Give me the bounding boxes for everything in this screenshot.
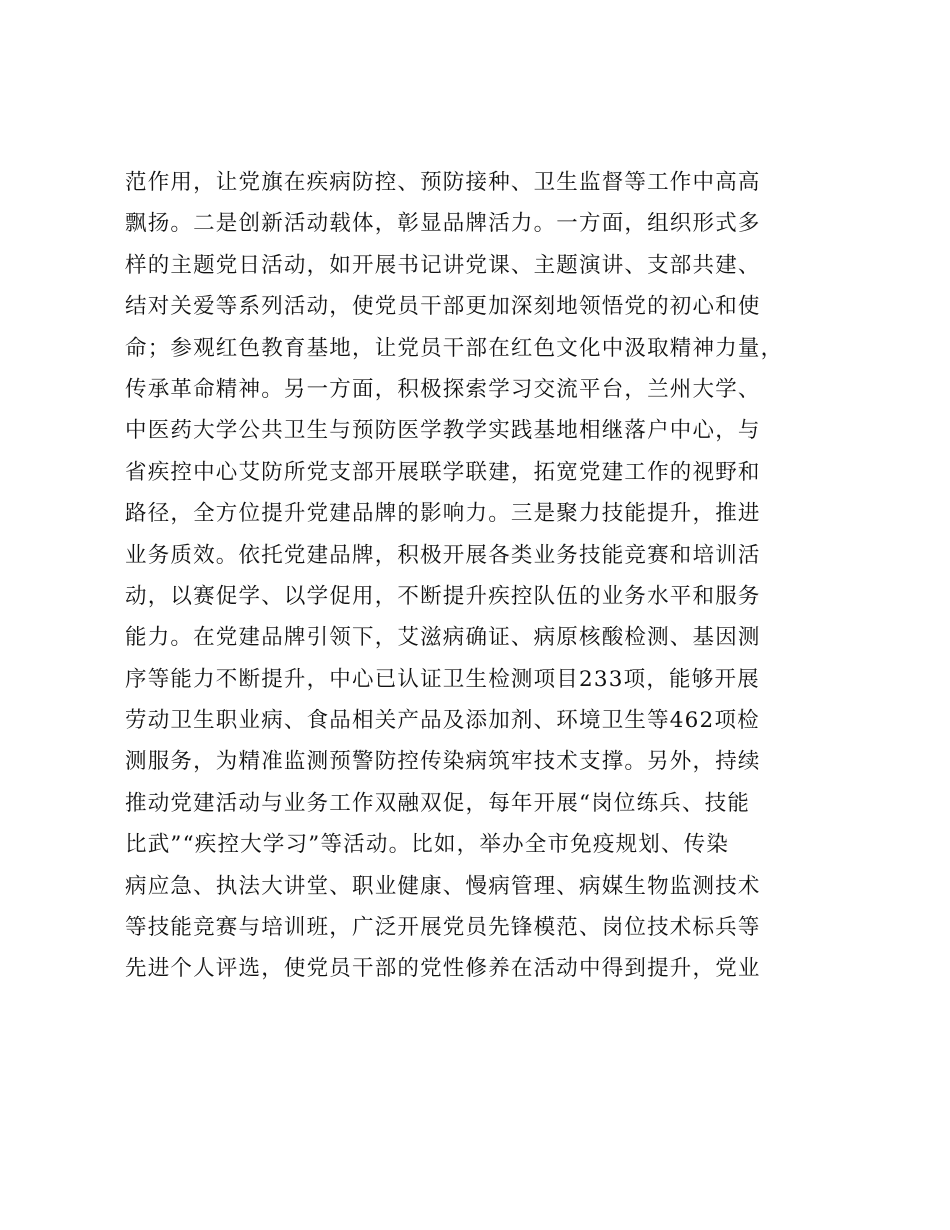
text-line: 路径，全方位提升党建品牌的影响力。三是聚力技能提升，推进 bbox=[125, 501, 761, 527]
text-line: 劳动卫生职业病、食品相关产品及添加剂、环境卫生等462项检 bbox=[125, 708, 760, 734]
text-line: 样的主题党日活动，如开展书记讲党课、主题演讲、支部共建、 bbox=[125, 252, 761, 278]
text-line: 传承革命精神。另一方面，积极探索学习交流平台，兰州大学、 bbox=[125, 376, 761, 402]
text-line: 业务质效。依托党建品牌，积极开展各类业务技能竞赛和培训活 bbox=[125, 542, 761, 568]
text-line: 病应急、执法大讲堂、职业健康、慢病管理、病媒生物监测技术 bbox=[125, 873, 761, 899]
body-paragraph bbox=[125, 162, 835, 990]
text-line: 先进个人评选，使党员干部的党性修养在活动中得到提升，党业 bbox=[125, 956, 761, 982]
text-line: 结对关爱等系列活动，使党员干部更加深刻地领悟党的初心和使 bbox=[125, 294, 761, 320]
text-line: 推动党建活动与业务工作双融双促，每年开展“岗位练兵、技能 bbox=[125, 790, 751, 816]
text-line: 范作用，让党旗在疾病防控、预防接种、卫生监督等工作中高高 bbox=[125, 170, 761, 195]
text-line: 省疾控中心艾防所党支部开展联学联建，拓宽党建工作的视野和 bbox=[125, 459, 761, 485]
text-line: 中医药大学公共卫生与预防医学教学实践基地相继落户中心，与 bbox=[125, 418, 761, 444]
text-line: 命；参观红色教育基地，让党员干部在红色文化中汲取精神力量， bbox=[125, 335, 784, 361]
text-line: 序等能力不断提升，中心已认证卫生检测项目233项，能够开展 bbox=[125, 666, 760, 692]
text-line: 比武”“疾控大学习”等活动。比如，举办全市免疫规划、传染 bbox=[125, 832, 730, 858]
text-line: 等技能竞赛与培训班，广泛开展党员先锋模范、岗位技术标兵等 bbox=[125, 915, 761, 941]
text-line: 能力。在党建品牌引领下，艾滋病确证、病原核酸检测、基因测 bbox=[125, 625, 761, 651]
text-line: 飘扬。二是创新活动载体，彰显品牌活力。一方面，组织形式多 bbox=[125, 211, 761, 237]
text-line: 动，以赛促学、以学促用，不断提升疾控队伍的业务水平和服务 bbox=[125, 583, 761, 609]
text-line: 测服务，为精准监测预警防控传染病筑牢技术支撑。另外，持续 bbox=[125, 749, 761, 775]
